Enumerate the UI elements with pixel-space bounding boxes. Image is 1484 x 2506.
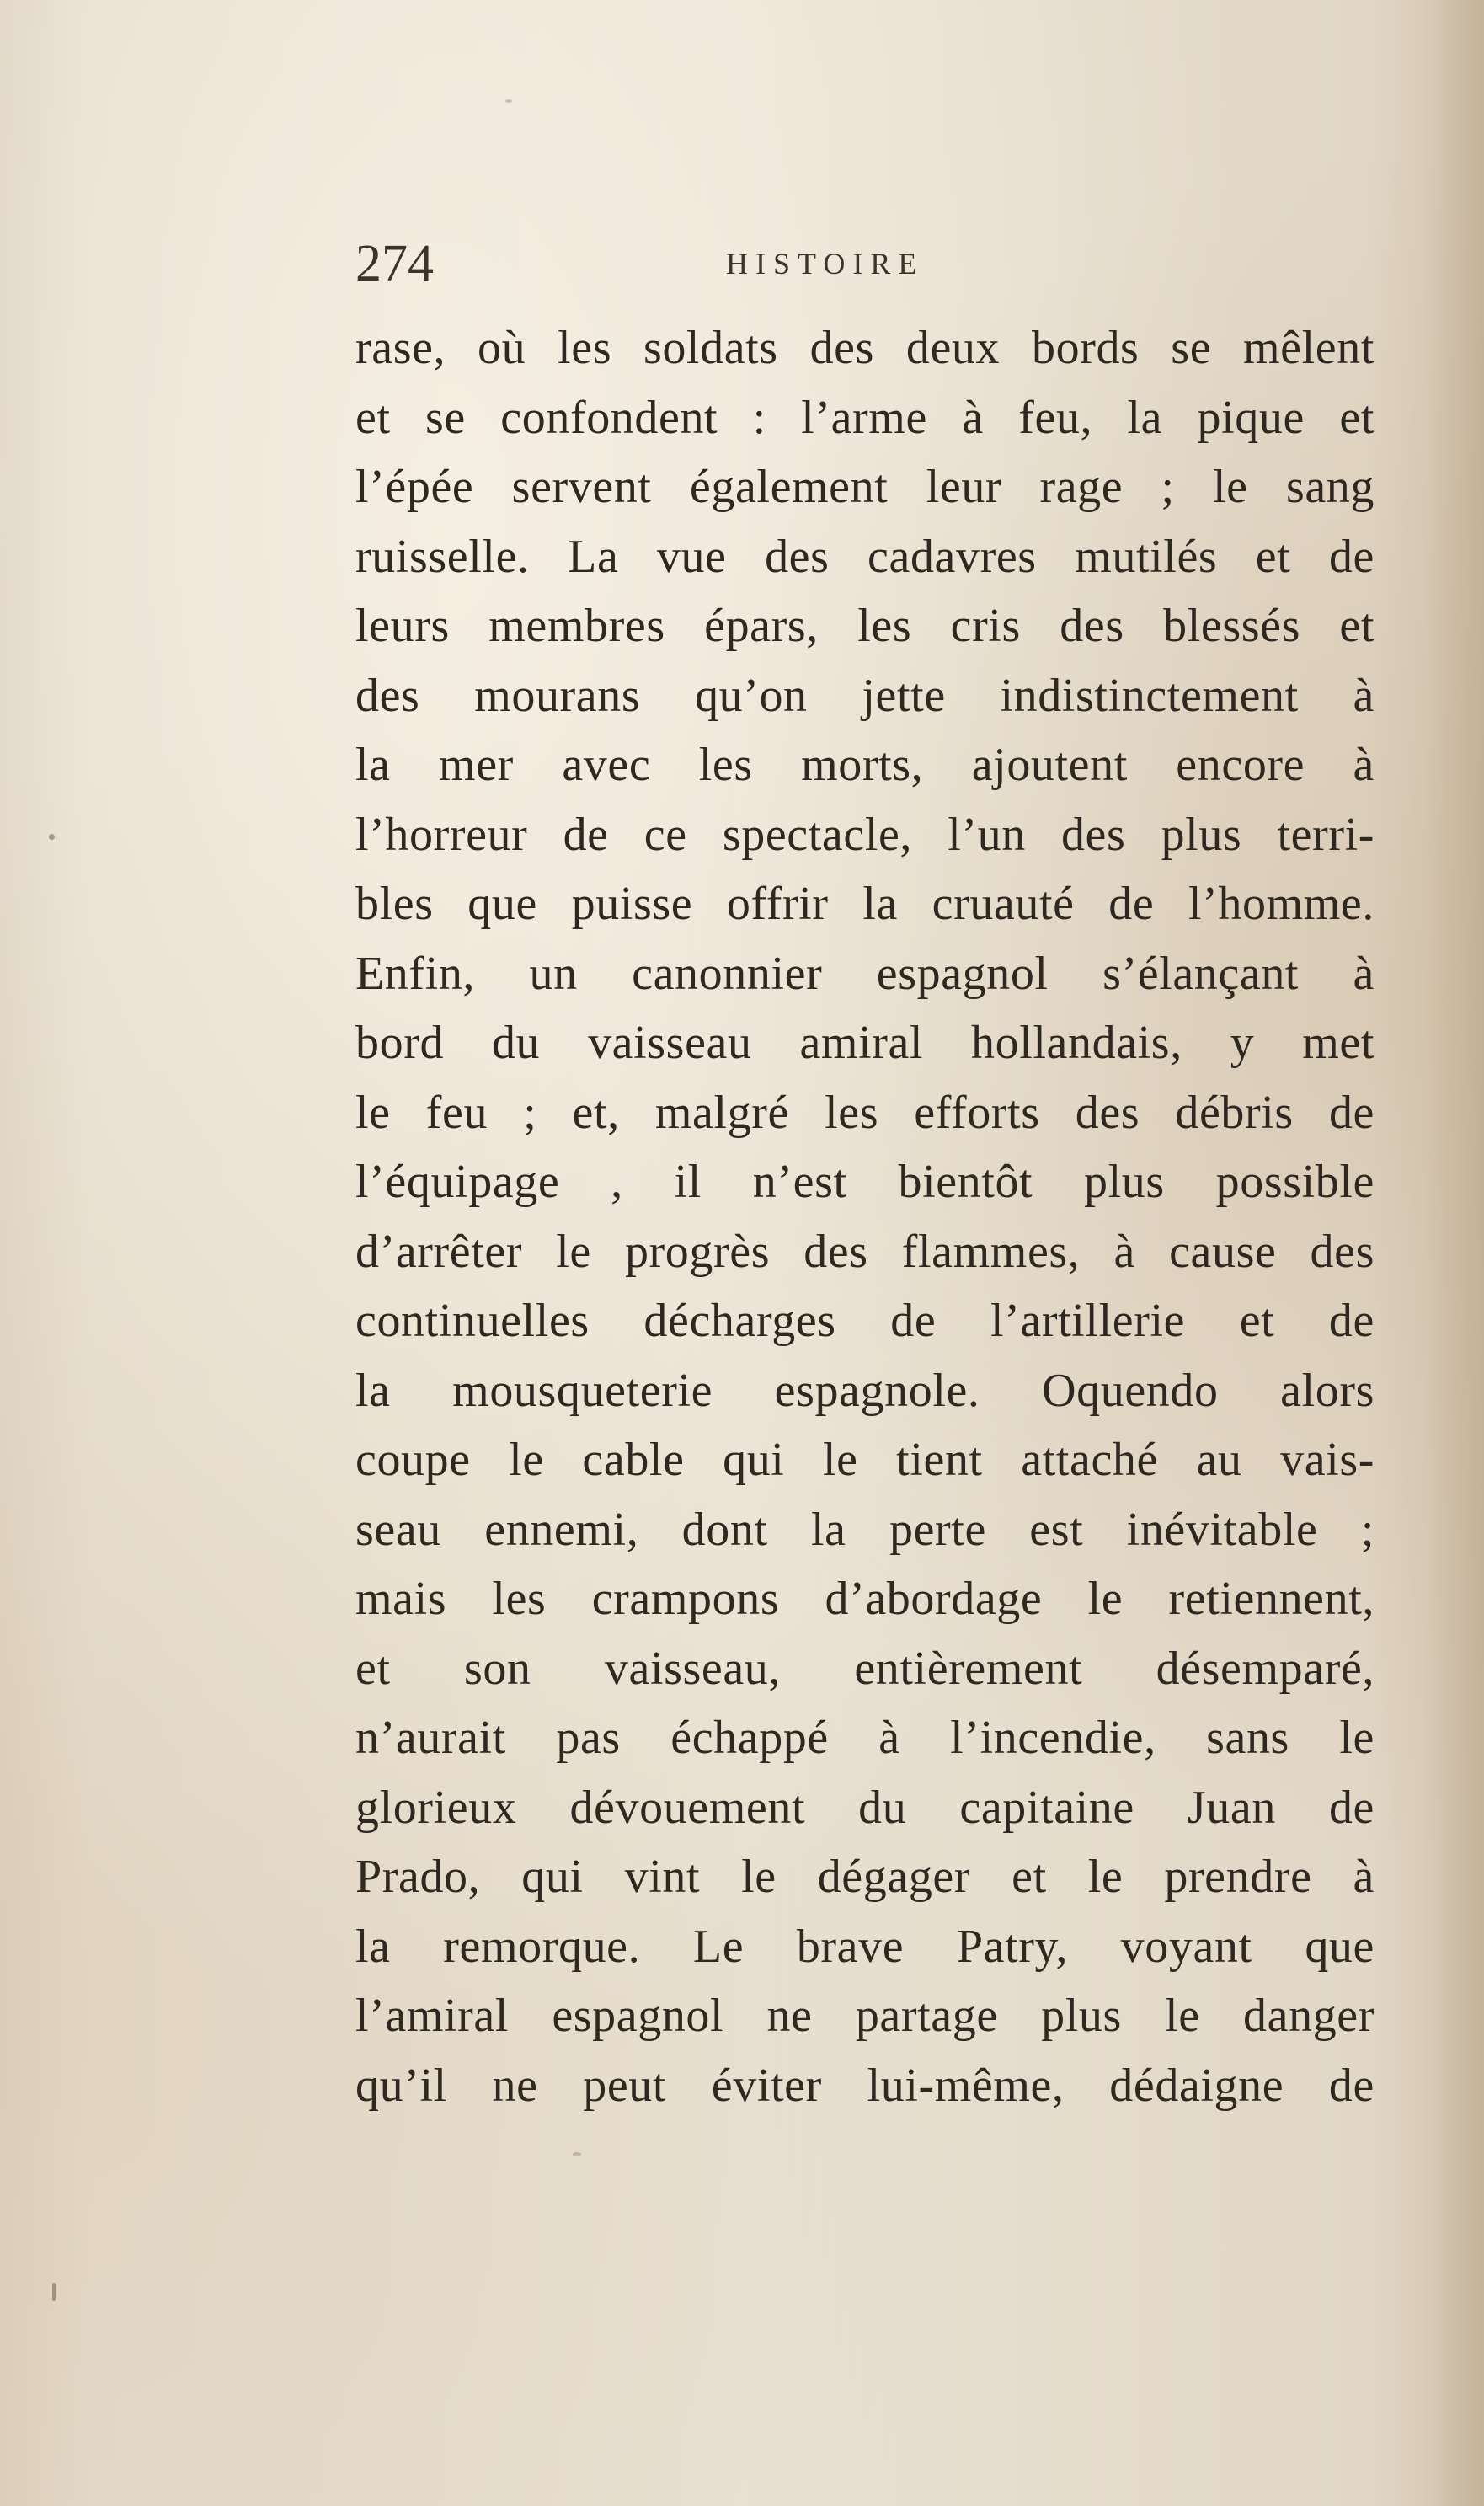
text-line: et son vaisseau, entièrement désemparé, — [355, 1642, 1375, 1695]
text-line: la remorque. Le brave Patry, voyant que — [355, 1920, 1375, 1973]
text-line: coupe le cable qui le tient attaché au vais- — [355, 1434, 1375, 1486]
paper-speck — [49, 834, 55, 840]
text-line: ruisselle. La vue des cadavres mutilés et de — [355, 530, 1375, 583]
text-line: seau ennemi, dont la perte est inévitable ; — [355, 1503, 1375, 1556]
text-line: qu’il ne peut éviter lui-même, dédaigne de — [355, 2059, 1375, 2112]
running-head: HISTOIRE — [726, 247, 925, 281]
page-edge-shadow — [1425, 0, 1484, 2506]
paper-speck — [52, 2283, 56, 2301]
text-line: et se confondent : l’arme à feu, la pique et — [355, 391, 1375, 444]
text-line: d’arrêter le progrès des flammes, à cause des — [355, 1225, 1375, 1278]
text-line: l’équipage , il n’est bientôt plus possible — [355, 1156, 1375, 1208]
text-line: bles que puisse offrir la cruauté de l’homme. — [355, 878, 1375, 930]
text-line: continuelles décharges de l’artillerie et de — [355, 1295, 1375, 1347]
text-line: Prado, qui vint le dégager et le prendre à — [355, 1851, 1375, 1903]
text-line: rase, où les soldats des deux bords se mêlent — [355, 322, 1375, 374]
text-line: Enfin, un canonnier espagnol s’élançant à — [355, 947, 1375, 1000]
paper-speck — [573, 2152, 581, 2156]
text-line: bord du vaisseau amiral hollandais, y met — [355, 1017, 1375, 1069]
text-line: des mourans qu’on jette indistinctement à — [355, 669, 1375, 722]
text-line: l’amiral espagnol ne partage plus le danger — [355, 1990, 1375, 2042]
paper-speck — [505, 99, 512, 103]
text-line: leurs membres épars, les cris des blessés et — [355, 600, 1375, 652]
text-line: l’épée servent également leur rage ; le sang — [355, 461, 1375, 513]
text-line: la mer avec les morts, ajoutent encore à — [355, 739, 1375, 791]
body-text — [355, 313, 1375, 2120]
text-line: le feu ; et, malgré les efforts des débris de — [355, 1086, 1375, 1139]
text-line: la mousqueterie espagnole. Oquendo alors — [355, 1364, 1375, 1417]
text-line: mais les crampons d’abordage le retiennent, — [355, 1573, 1375, 1625]
text-line: l’horreur de ce spectacle, l’un des plus terri- — [355, 808, 1375, 861]
page-number: 274 — [355, 235, 434, 292]
text-line: n’aurait pas échappé à l’incendie, sans le — [355, 1712, 1375, 1764]
text-line: glorieux dévouement du capitaine Juan de — [355, 1781, 1375, 1834]
page-header — [355, 226, 1383, 302]
